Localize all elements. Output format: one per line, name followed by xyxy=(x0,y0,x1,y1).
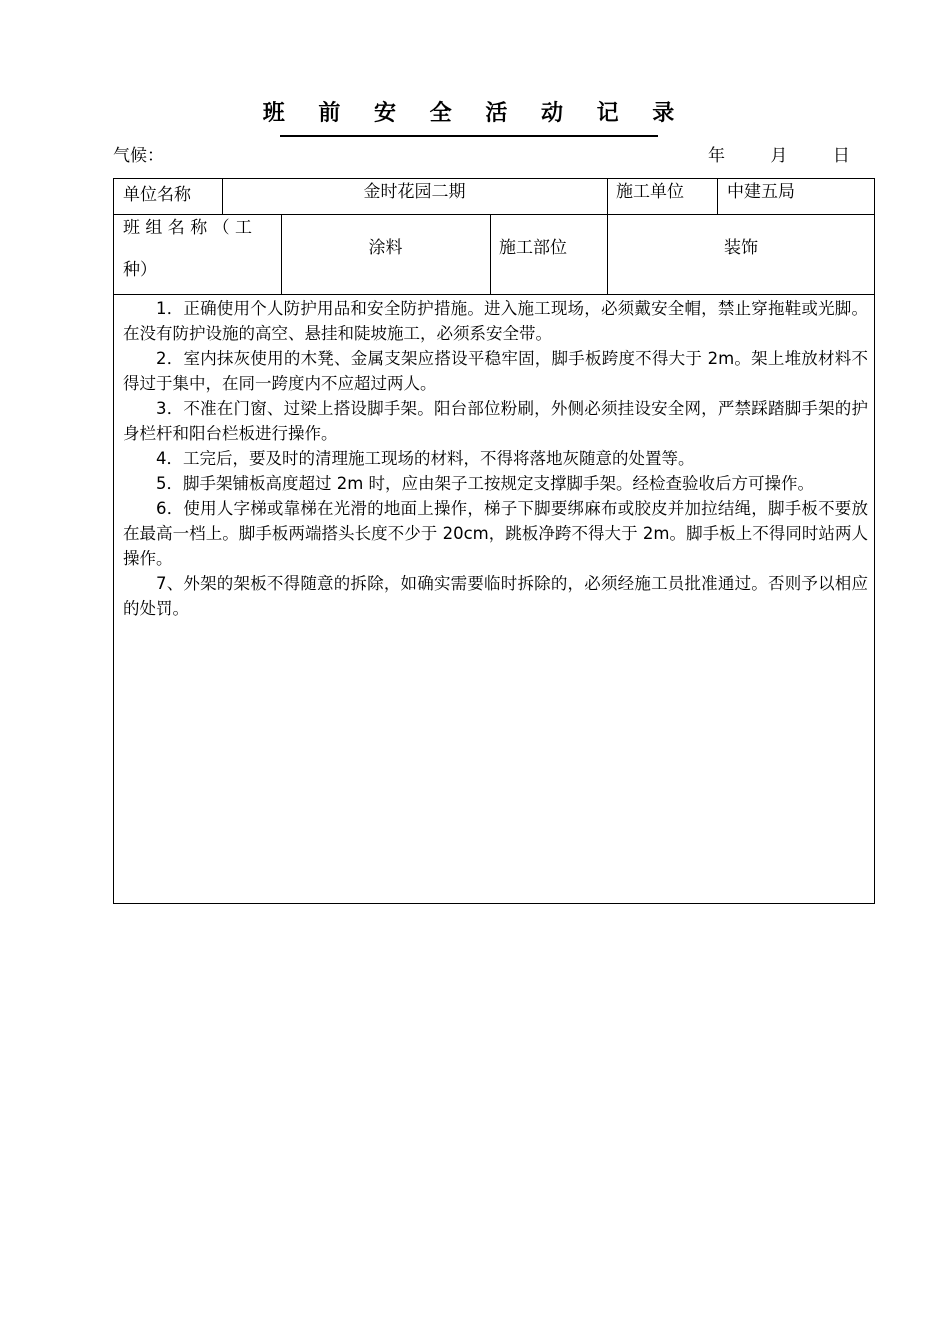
unit-name-value: 金时花园二期 xyxy=(363,182,466,202)
rule-item: 6．使用人字梯或靠梯在光滑的地面上操作，梯子下脚要绑麻布或胶皮并加拉结绳，脚手板不要放在最高一档上。脚手板两端搭头长度不少于 20cm，跳板净跨不得大于 2m。脚手板上不得同时站两人操作。 xyxy=(123,499,868,568)
safety-rules-content xyxy=(123,296,868,621)
col-divider-r2-2 xyxy=(490,214,491,294)
row-divider-2 xyxy=(113,294,875,295)
rule-item: 4．工完后，要及时的清理施工现场的材料，不得将落地灰随意的处置等。 xyxy=(156,449,695,468)
rule-item: 7、外架的架板不得随意的拆除，如确实需要临时拆除的，必须经施工员批准通过。否则予以相应的处罚。 xyxy=(123,574,868,618)
col-divider-r1-2 xyxy=(607,178,608,214)
team-name-value: 涂料 xyxy=(368,238,403,258)
col-divider-r1-3 xyxy=(717,178,718,214)
rule-item: 2．室内抹灰使用的木凳、金属支架应搭设平稳牢固，脚手板跨度不得大于 2m。架上堆放材料不得过于集中，在同一跨度内不应超过两人。 xyxy=(123,349,868,393)
row-divider-1 xyxy=(113,214,875,215)
construction-part-label: 施工部位 xyxy=(499,238,567,258)
weather-label: 气候： xyxy=(113,146,164,166)
page-title: 班 前 安 全 活 动 记 录 xyxy=(262,101,688,126)
rule-item: 3．不准在门窗、过梁上搭设脚手架。阳台部位粉刷，外侧必须挂设安全网，严禁踩踏脚手架的护身栏杆和阳台栏板进行操作。 xyxy=(123,399,868,443)
date-day-label: 日 xyxy=(832,146,850,166)
date-year-label: 年 xyxy=(708,146,725,166)
construction-part-value: 装饰 xyxy=(724,238,758,258)
team-name-label-line2: 种） xyxy=(123,260,157,280)
construction-unit-label: 施工单位 xyxy=(616,182,684,202)
date-fields xyxy=(708,141,850,166)
unit-name-label: 单位名称 xyxy=(123,185,191,205)
date-month-label: 月 xyxy=(770,146,788,166)
team-name-label-line1: 班 组 名 称 （ 工 xyxy=(123,218,253,238)
construction-unit-value: 中建五局 xyxy=(727,182,795,202)
rule-item: 1．正确使用个人防护用品和安全防护措施。进入施工现场，必须戴安全帽，禁止穿拖鞋或光脚。在没有防护设施的高空、悬挂和陡坡施工，必须系安全带。 xyxy=(123,299,868,343)
rule-item: 5．脚手架铺板高度超过 2m 时，应由架子工按规定支撑脚手架。经检查验收后方可操作。 xyxy=(156,474,815,493)
title-underline xyxy=(280,135,658,137)
